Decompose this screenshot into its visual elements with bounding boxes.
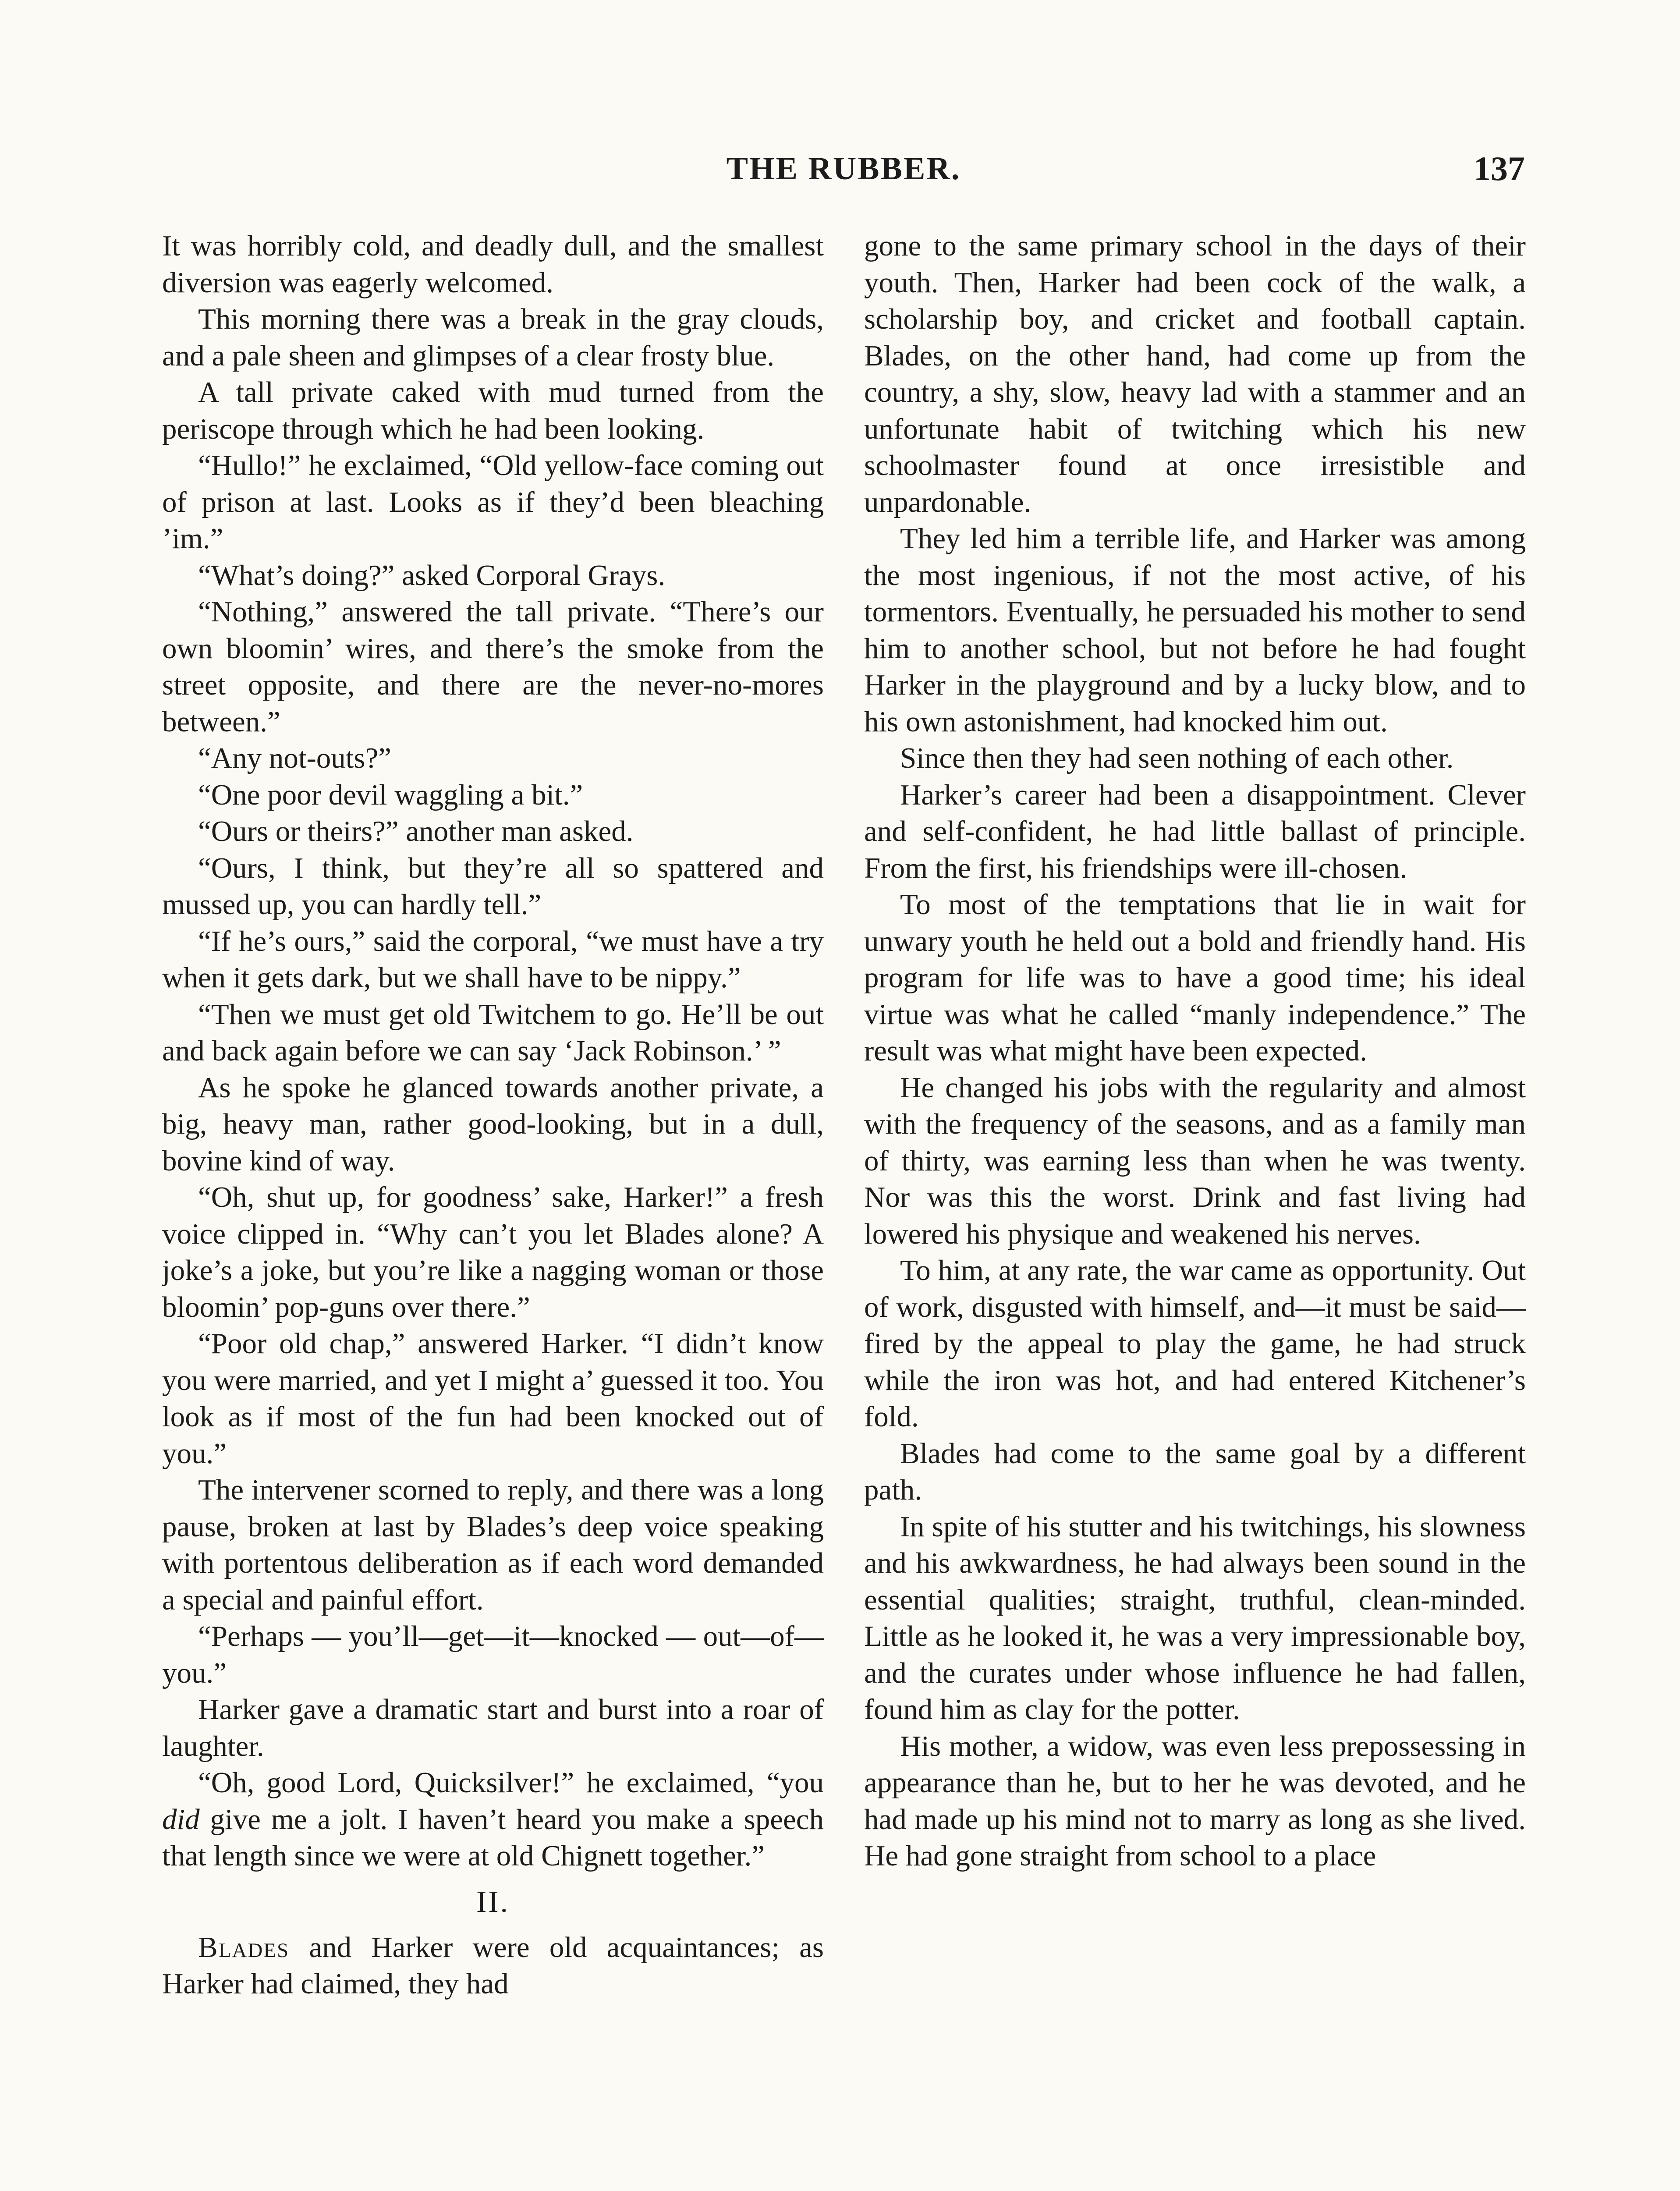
paragraph: Harker’s career had been a disappointment. Clever and self-confident, he had little ballast of principle. From the first, his friendships were ill-chosen.	[864, 778, 1526, 884]
page-number: 137	[1474, 149, 1525, 188]
lead-smallcaps: Blades	[198, 1931, 290, 1964]
running-title: THE RUBBER.	[726, 151, 961, 187]
paragraph: “One poor devil waggling a bit.”	[198, 778, 583, 811]
running-head	[162, 145, 1525, 193]
paragraph: As he spoke he glanced towards another private, a big, heavy man, rather good-looking, but in a dull, bovine kind of way.	[162, 1071, 824, 1177]
paragraph: To him, at any rate, the war came as opportunity. Out of work, disgusted with himself, and—it must be said—fired by the appeal to play the game, he had struck while the iron was hot, and had entered Kitchener’s fold.	[864, 1254, 1526, 1433]
paragraph: Since then they had seen nothing of each other.	[900, 742, 1454, 774]
right-column	[864, 228, 1526, 2191]
paragraph: He changed his jobs with the regularity and almost with the frequency of the seasons, and as a family man of thirty, was earning less than when he was twenty. Nor was this the worst. Drink and fast living had lowered his physique and weakened his nerves.	[864, 1071, 1526, 1250]
paragraph: “Then we must get old Twitchem to go. He’ll be out and back again before we can say ‘Jack Robinson.’ ”	[162, 998, 824, 1067]
emphasis: did	[162, 1803, 200, 1836]
paragraph: In spite of his stutter and his twitchings, his slowness and his awkwardness, he had always been sound in the essential qualities; straight, truthful, clean-minded. Little as he looked it, he was a very impressionable boy, and the curates under whose influence he had fallen, found him as clay for the potter.	[864, 1510, 1526, 1726]
paragraph: “Poor old chap,” answered Harker. “I didn’t know you were married, and yet I might a’ guessed it too. You look as if most of the fun had been knocked out of you.”	[162, 1327, 824, 1470]
paragraph: A tall private caked with mud turned from the periscope through which he had been looking.	[162, 376, 824, 445]
text-run: “Oh, good Lord, Quicksilver!” he exclaimed, “you	[198, 1766, 824, 1799]
paragraph: “Ours, I think, but they’re all so spattered and mussed up, you can hardly tell.”	[162, 851, 824, 921]
left-column	[162, 228, 824, 2191]
paragraph: “What’s doing?” asked Corporal Grays.	[198, 559, 666, 592]
text-run: give me a jolt. I haven’t heard you make a speech that length since we were at old Chignett together.”	[162, 1803, 824, 1872]
paragraph: “Oh, shut up, for goodness’ sake, Harker!” a fresh voice clipped in. “Why can’t you let Blades alone? A joke’s a joke, but you’re like a nagging woman or those bloomin’ pop-guns over there.”	[162, 1181, 824, 1323]
paragraph: This morning there was a break in the gray clouds, and a pale sheen and glimpses of a clear frosty blue.	[162, 303, 824, 372]
section-heading: II.	[476, 1885, 510, 1919]
section-lead-paragraph	[162, 1929, 824, 2003]
paragraph-quicksilver	[162, 1765, 824, 1875]
paragraph: “Perhaps — you’ll—get—it—knocked — out—of—you.”	[162, 1620, 824, 1689]
paragraph: To most of the temptations that lie in wait for unwary youth he held out a bold and friendly hand. His program for life was to have a good time; his ideal virtue was what he called “manly independence.” The result was what might have been expected.	[864, 888, 1526, 1067]
paragraph: “Any not-outs?”	[198, 742, 391, 774]
paragraph: His mother, a widow, was even less prepossessing in appearance than he, but to her he was devoted, and he had made up his mind not to marry as long as she lived. He had gone straight from school to a place	[864, 1730, 1526, 1872]
paragraph: It was horribly cold, and deadly dull, and the smallest diversion was eagerly welcomed.	[162, 230, 824, 299]
continued-paragraph: gone to the same primary school in the days of their youth. Then, Harker had been cock of the walk, a scholarship boy, and cricket and football captain. Blades, on the other hand, had come up from the country, a shy, slow, heavy lad with a stammer and an unfortunate habit of twitching which his new schoolmaster found at once irresistible and unpardonable.	[864, 230, 1526, 518]
paragraph: “Nothing,” answered the tall private. “There’s our own bloomin’ wires, and there’s the smoke from the street opposite, and there are the never-no-mores between.”	[162, 596, 824, 738]
paragraph: “If he’s ours,” said the corporal, “we must have a try when it gets dark, but we shall have to be nippy.”	[162, 925, 824, 994]
paragraph: Blades had come to the same goal by a different path.	[864, 1437, 1526, 1506]
text-run: and Harker were old acquaintances; as Harker had claimed, they had	[162, 1931, 824, 2000]
paragraph: They led him a terrible life, and Harker was among the most ingenious, if not the most active, of his tormentors. Eventually, he persuaded his mother to send him to another school, but not before he had fought Harker in the playground and by a lucky blow, and to his own astonishment, had knocked him out.	[864, 522, 1526, 738]
paragraph: “Hullo!” he exclaimed, “Old yellow-face coming out of prison at last. Looks as if they’d been bleaching ’im.”	[162, 449, 824, 555]
paragraph: Harker gave a dramatic start and burst into a roar of laughter.	[162, 1693, 824, 1762]
paragraph: The intervener scorned to reply, and there was a long pause, broken at last by Blades’s deep voice speaking with portentous deliberation as if each word demanded a special and painful effort.	[162, 1474, 824, 1616]
paragraph: “Ours or theirs?” another man asked.	[198, 815, 634, 847]
